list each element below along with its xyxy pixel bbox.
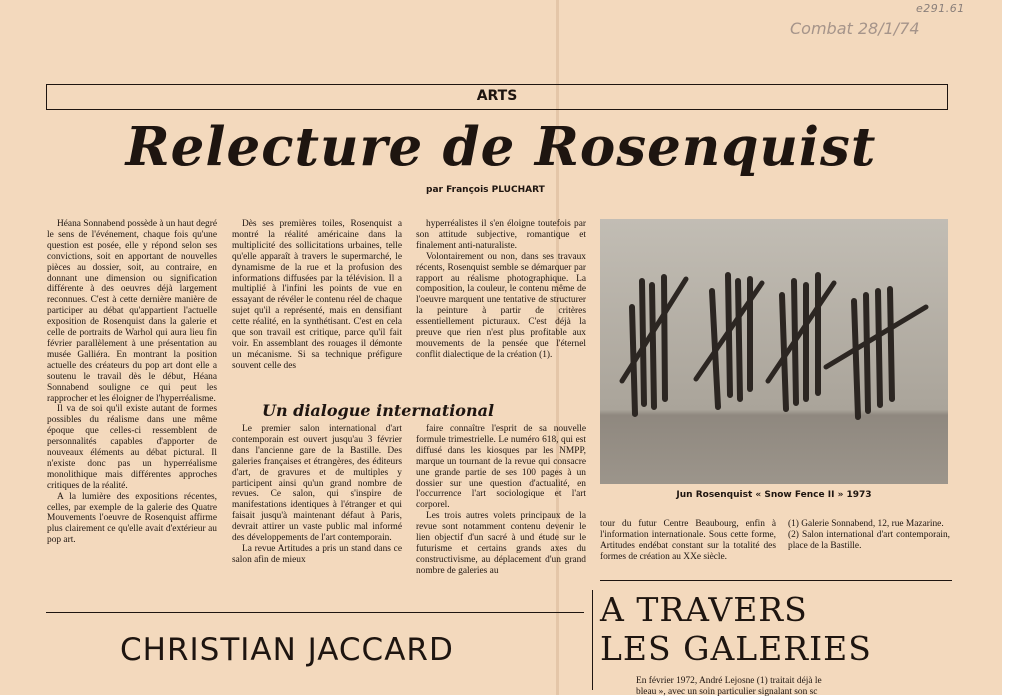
article-column-3	[416, 219, 586, 391]
footnote-2: (2) Salon international d'art contemporain, place de la Bastille.	[788, 530, 950, 551]
paragraph: La revue Artitudes a pris un stand dans ce salon afin de mieux	[232, 543, 402, 565]
paragraph: Héana Sonnabend possède à un haut degré le sens de l'événement, chaque fois qu'une question est posée, elle y répond selon ses convictions, soit en apportant de nouvelles pièces au dossier, soit, au contraire, en donnant une dimension ou signification différente à des oeuvres déjà largement reconnues. C'est à cette dernière manière de participer au débat qu'appartient l'actuelle exposition de Rosenquist dans la galerie et celle de portraits de Warhol qui aura lieu fin février parallèlement à une présentation au musée Galliéra. En montrant la position actuelle des créateurs du pop art dont elle a soutenu le travail dès le début, Héana Sonnabend souligne ce qui peut les rapprocher et les éloigner de l'hyperréalisme.	[47, 219, 217, 404]
footnote-1: (1) Galerie Sonnabend, 12, rue Mazarine.	[788, 519, 944, 529]
paragraph: Le premier salon international d'art contemporain est ouvert jusqu'au 3 février dans l'ancienne gare de la Bastille. Des galeries françaises et étrangères, des éditeurs d'art, de gravures et de multiples y participent ainsi qu'un grand nombre de revues. Ce salon, qui s'inspire de manifestations identiques à l'étranger et qui faisait jusqu'à maintenant défaut à Paris, devrait attirer un vaste public mal informé des développements de l'art contemporain.	[232, 424, 402, 544]
article-column-2	[232, 219, 402, 391]
paragraph: Il va de soi qu'il existe autant de formes possibles du réalisme dans une même époque que celles-ci ressemblent de personnalités capables d'apporter de nouveaux éléments au débat pictural. Il n'existe donc pas un hyperréalisme monolithique mais différentes approches critiques de la réalité.	[47, 404, 217, 491]
article-column-4b: tour du futur Centre Beaubourg, enfin à l'information internationale. Sous cette forme, Artitudes endébat constant sur la totalité des formes de création au XXe siècle.	[600, 519, 776, 562]
next-article-text	[636, 687, 896, 698]
text-line: bleau », avec un soin particulier signalant son sc	[636, 687, 818, 697]
paragraph: Volontairement ou non, dans ses travaux récents, Rosenquist semble se démarquer par rapport au réalisme photographique. La composition, la couleur, le contenu même de l'oeuvre marquent une tentative de structurer la peinture à partir de critères essentiellement picturaux. C'est déjà la preuve que rien n'est plus profitable aux mouvements de la pensée que l'éternel conflit dialectique de la création (1).	[416, 251, 586, 360]
photo-caption: Jun Rosenquist « Snow Fence II » 1973	[676, 490, 872, 500]
article-byline: par François PLUCHART	[426, 185, 545, 195]
archive-code: e291.61	[916, 2, 965, 15]
divider-rule	[600, 580, 952, 581]
paragraph: Les trois autres volets principaux de la revue sont notamment contenu devenir le lien objectif d'un sacré à und étude sur le futurisme et certains grands axes du constructivisme, au déplacement d'un grand nombre de galeries au	[416, 511, 586, 576]
article-column-1	[47, 219, 217, 599]
paragraph: hyperréalistes il s'en éloigne toutefois par son attitude subjective, romantique et finalement anti-naturaliste.	[416, 219, 586, 251]
divider-rule	[46, 612, 584, 613]
paragraph: faire connaître l'esprit de sa nouvelle formule trimestrielle. Le numéro 618, qui est diffusé dans les kiosques par les NMPP, marque un tournant de la revue qui consacre une grande partie de ses 100 pages à un dossier sur une question d'actualité, en l'occurrence l'art sociologique et l'art corporel.	[416, 424, 586, 511]
article-column-3b	[416, 424, 586, 600]
article-title: Relecture de Rosenquist	[125, 116, 877, 178]
headline-line: LES GALERIES	[600, 629, 872, 668]
subheading: Un dialogue international	[262, 401, 495, 420]
section-label: ARTS	[476, 88, 518, 104]
divider-rule-vertical	[592, 590, 593, 690]
headline-travers	[600, 590, 872, 668]
handwritten-date: Combat 28/1/74	[790, 19, 920, 38]
scan-margin	[1002, 0, 1024, 695]
article-column-2b	[232, 424, 402, 600]
paragraph: Dès ses premières toiles, Rosenquist a montré la réalité américaine dans la multiplicité des sollicitations urbaines, telle qu'elle apparaît à travers le supermarché, le dynamisme de la rue et la profusion des informations diffusées par la télévision. Il a multiplié à l'infini les points de vue en essayant de révéler le contenu réel de chaque sujet qu'il a représenté, mais en densifiant cette réalité, en la synthétisant. C'est en cela que son travail est critique, parce qu'il fait voir. En assemblant des rouages il démonte un mécanisme. Si sa technique préfigure souvent celle des	[232, 219, 402, 371]
snow-fence-image	[600, 219, 948, 484]
headline-jaccard: CHRISTIAN JACCARD	[120, 632, 454, 668]
artwork-photo	[600, 219, 948, 484]
text-line: En février 1972, André Lejosne (1) traitait déjà le	[636, 676, 822, 686]
headline-line: A TRAVERS	[600, 590, 808, 629]
section-banner	[46, 84, 948, 110]
footnotes	[788, 519, 950, 575]
paragraph: A la lumière des expositions récentes, celles, par exemple de la galerie des Quatre Mouvements l'oeuvre de Rosenquist affirme plus clairement ce qu'elle avait d'extérieur au pop art.	[47, 491, 217, 546]
next-article-text	[636, 676, 896, 687]
